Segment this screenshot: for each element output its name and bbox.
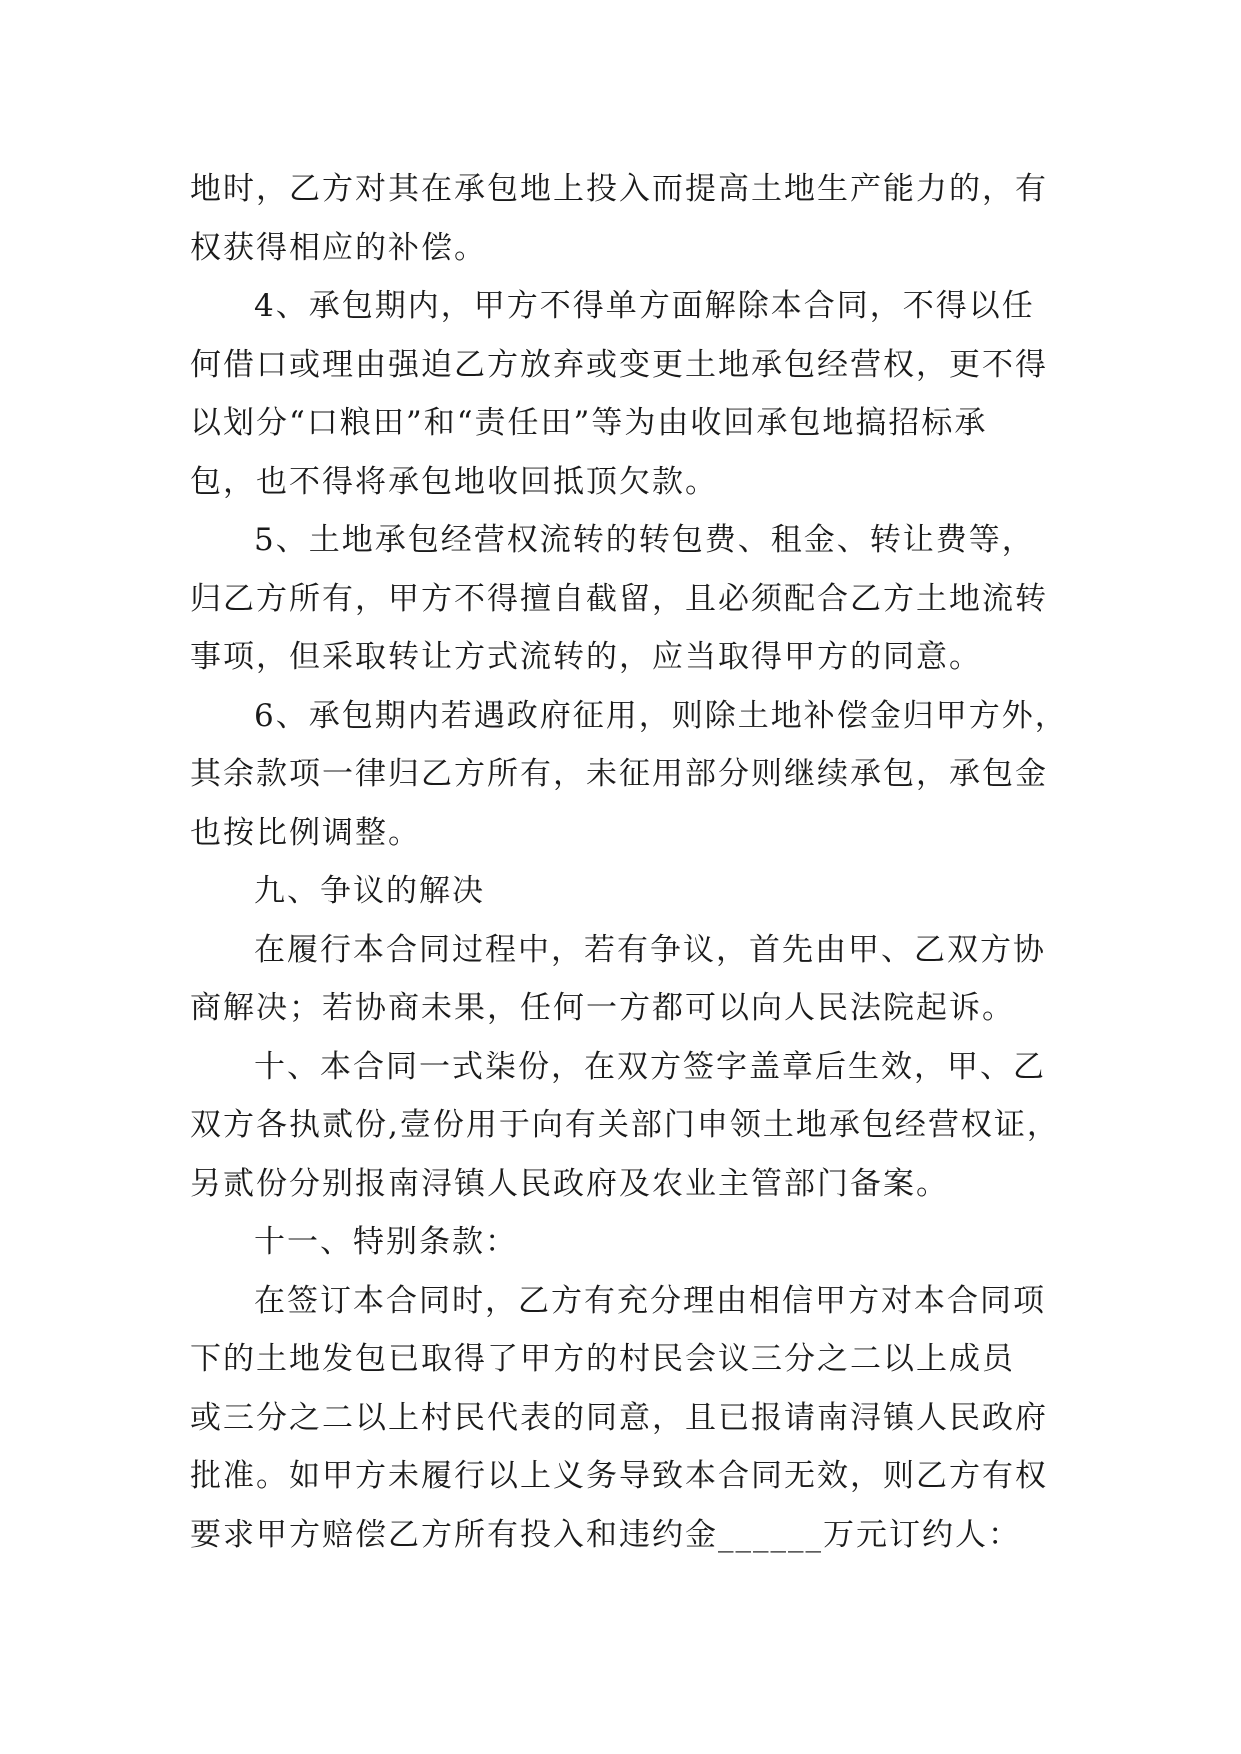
document-line: 要求甲方赔偿乙方所有投入和违约金______万元订约人： xyxy=(190,1516,1021,1553)
document-line: 权获得相应的补偿。 xyxy=(190,229,487,266)
document-line: 另贰份分别报南浔镇人民政府及农业主管部门备案。 xyxy=(190,1165,949,1202)
document-line: 也按比例调整。 xyxy=(190,814,421,851)
document-line: 地时，乙方对其在承包地上投入而提高土地生产能力的，有 xyxy=(190,171,1048,207)
document-line: 十、本合同一式柒份，在双方签字盖章后生效，甲、乙 xyxy=(254,1048,1046,1085)
document-body xyxy=(190,160,1068,1564)
document-line: 归乙方所有，甲方不得擅自截留，且必须配合乙方土地流转 xyxy=(190,580,1048,617)
document-line: 以划分“口粮田”和“责任田”等为由收回承包地搞招标承 xyxy=(190,405,988,441)
document-line: 双方各执贰份,壹份用于向有关部门申领土地承包经营权证， xyxy=(190,1107,1060,1143)
document-line: 包，也不得将承包地收回抵顶欠款。 xyxy=(190,463,718,500)
document-line: 何借口或理由强迫乙方放弃或变更土地承包经营权，更不得 xyxy=(190,346,1048,383)
document-line: 或三分之二以上村民代表的同意，且已报请南浔镇人民政府 xyxy=(190,1399,1048,1436)
document-line: 6、承包期内若遇政府征用，则除土地补偿金归甲方外， xyxy=(254,697,1068,734)
document-line: 其余款项一律归乙方所有，未征用部分则继续承包，承包金 xyxy=(190,756,1048,792)
document-line: 事项，但采取转让方式流转的，应当取得甲方的同意。 xyxy=(190,639,982,675)
document-line: 4、承包期内，甲方不得单方面解除本合同，不得以任 xyxy=(254,288,1035,324)
document-line: 九、争议的解决 xyxy=(254,873,485,909)
document-line: 批准。如甲方未履行以上义务导致本合同无效，则乙方有权 xyxy=(190,1458,1048,1494)
document-line: 下的土地发包已取得了甲方的村民会议三分之二以上成员 xyxy=(190,1341,1015,1377)
document-line: 在签订本合同时，乙方有充分理由相信甲方对本合同项 xyxy=(254,1282,1046,1319)
document-line: 在履行本合同过程中，若有争议，首先由甲、乙双方协 xyxy=(254,931,1046,968)
document-line: 十一、特别条款： xyxy=(254,1224,518,1260)
document-line: 商解决；若协商未果，任何一方都可以向人民法院起诉。 xyxy=(190,990,1015,1026)
document-line: 5、土地承包经营权流转的转包费、租金、转让费等， xyxy=(254,522,1035,558)
